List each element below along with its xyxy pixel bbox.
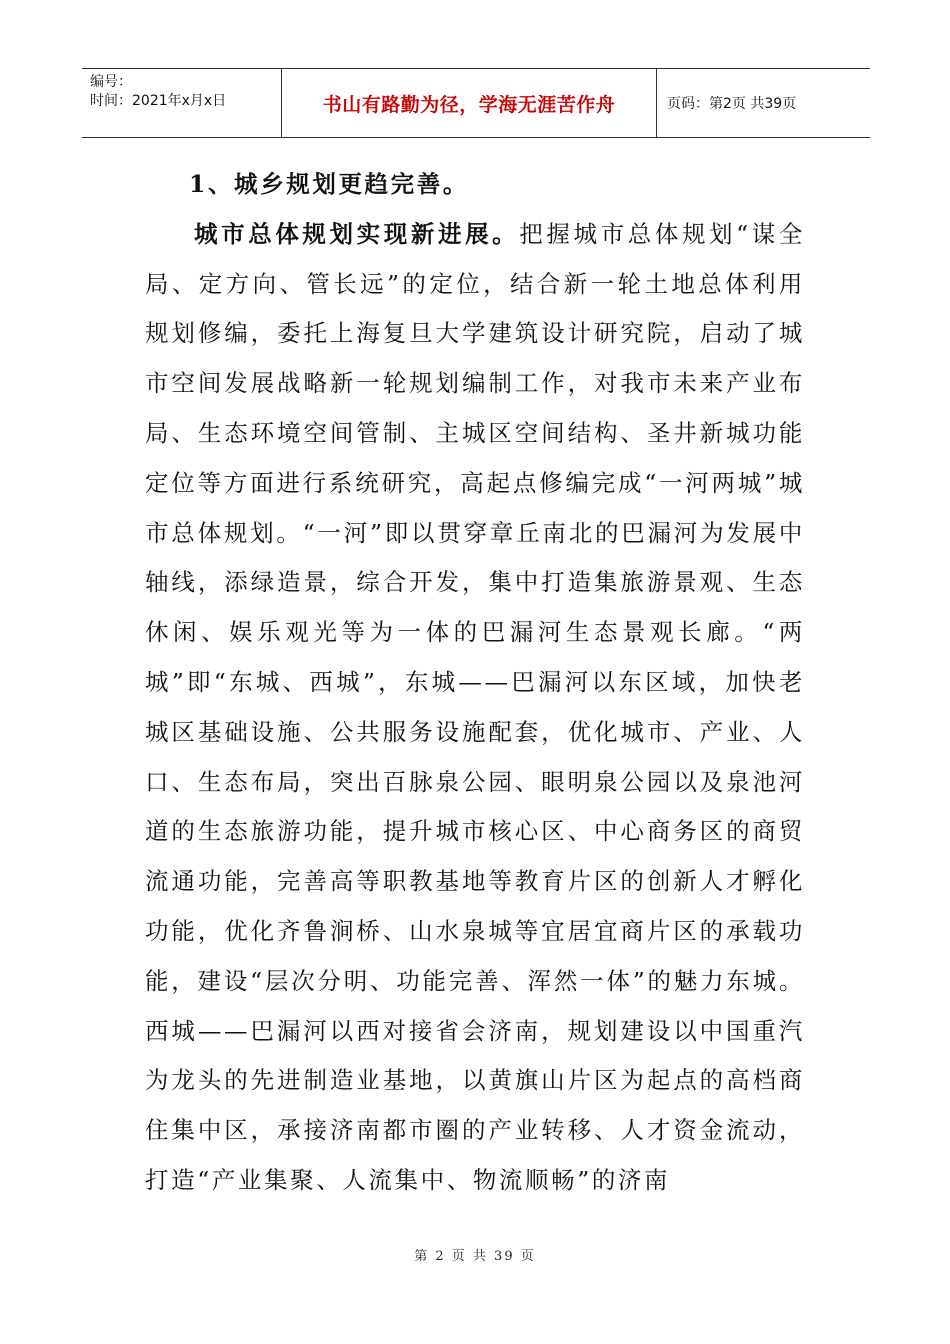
- document-time: 时间：2021年x月x日: [90, 93, 227, 109]
- page-header: [82, 68, 870, 138]
- paragraph-text: 把握城市总体规划“谋全局、定方向、管长远”的定位，结合新一轮土地总体利用规划修编，委托上海复旦大学建筑设计研究院，启动了城市空间发展战略新一轮规划编制工作，对我市未来产业布局、生态环境空间管制、主城区空间结构、圣井新城功能定位等方面进行系统研究，高起点修编完成“一河两城”城市总体规划。“一河”即以贯穿章丘南北的巴漏河为发展中轴线，添绿造景，综合开发，集中打造集旅游景观、生态休闲、娱乐观光等为一体的巴漏河生态景观长廊。“两城”即“东城、西城”，东城——巴漏河以东区域，加快老城区基础设施、公共服务设施配套，优化城市、产业、人口、生态布局，突出百脉泉公园、眼明泉公园以及泉池河道的生态旅游功能，提升城市核心区、中心商务区的商贸流通功能，完善高等职教基地等教育片区的创新人才孵化功能，优化齐鲁涧桥、山水泉城等宜居宜商片区的承载功能，建设“层次分明、功能完善、浑然一体”的魅力东城。西城——巴漏河以西对接省会济南，规划建设以中国重汽为龙头的先进制造业基地，以黄旗山片区为起点的高档商住集中区，承接济南都市圈的产业转移、人才资金流动，打造“产业集聚、人流集中、物流顺畅”的济南: [145, 219, 805, 1194]
- paragraph-lead: 城市总体规划实现新进展。: [194, 219, 520, 248]
- body-paragraph: [145, 210, 805, 1206]
- header-page-info: 页码：第2页 共39页: [667, 96, 797, 112]
- header-motto: 书山有路勤为径，学海无涯苦作舟: [282, 69, 657, 137]
- header-meta: [82, 69, 282, 137]
- section-heading: 1、城乡规划更趋完善。: [189, 170, 469, 198]
- document-body: [145, 160, 805, 1206]
- document-number-label: 编号：: [90, 74, 132, 90]
- page-footer: 第 2 页 共 39 页: [414, 1249, 536, 1264]
